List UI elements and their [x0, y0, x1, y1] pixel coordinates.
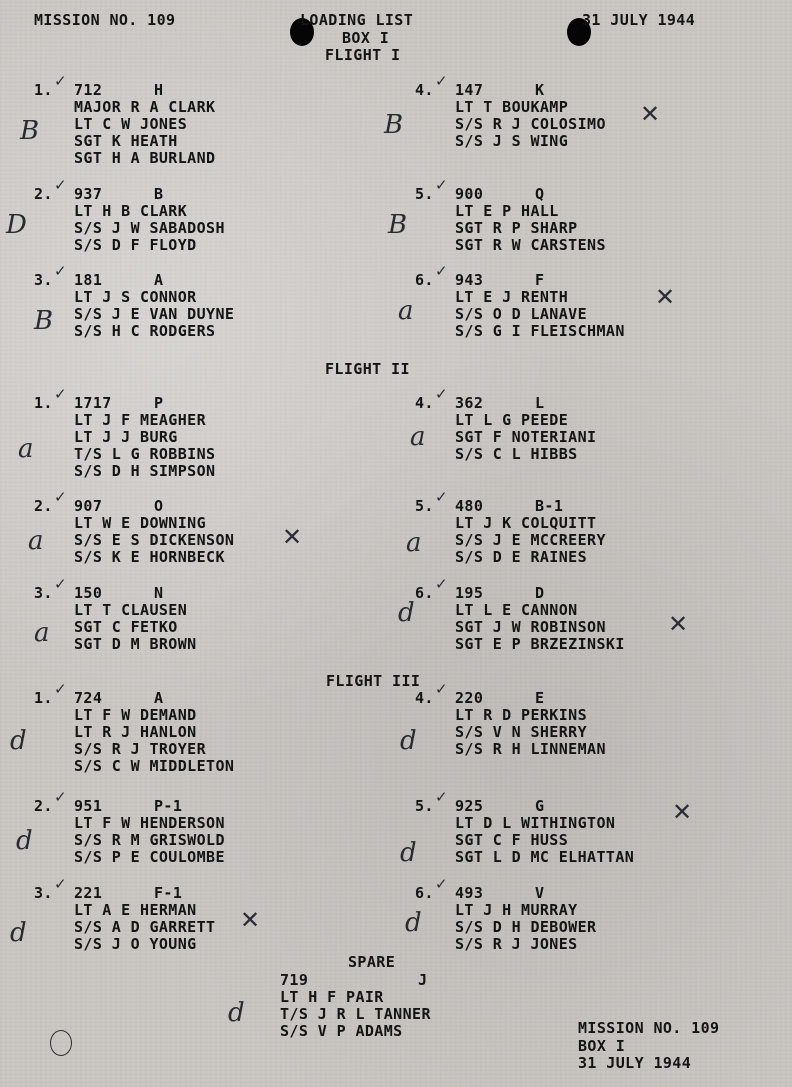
- entry-crew-member: LT J F MEAGHER: [74, 411, 207, 429]
- spare-ship-number: 719: [280, 971, 309, 989]
- handwritten-letter: B: [384, 110, 404, 140]
- entry-crew-member: LT D L WITHINGTON: [455, 814, 616, 832]
- entry-ship-number: 925: [455, 797, 484, 815]
- entry-crew-member: S/S V N SHERRY: [455, 723, 588, 741]
- handwritten-letter: d: [405, 908, 422, 938]
- entry-crew-member: LT W E DOWNING: [74, 514, 207, 532]
- entry-crew-member: SGT H A BURLAND: [74, 149, 216, 167]
- header-date: 31 JULY 1944: [582, 11, 696, 29]
- entry-crew-member: S/S R J TROYER: [74, 740, 207, 758]
- check-mark-icon: ✓: [54, 488, 67, 506]
- entry-crew-member: S/S R J COLOSIMO: [455, 115, 606, 133]
- spare-title: SPARE: [348, 953, 396, 971]
- check-mark-icon: ✓: [435, 875, 448, 893]
- entry-ship-letter: E: [535, 689, 545, 707]
- entry-crew-member: S/S J S WING: [455, 132, 569, 150]
- entry-crew-member: SGT F NOTERIANI: [455, 428, 597, 446]
- entry-crew-member: S/S K E HORNBECK: [74, 548, 225, 566]
- check-mark-icon: ✓: [54, 788, 67, 806]
- check-mark-icon: ✓: [54, 72, 67, 90]
- entry-ship-letter: A: [154, 271, 164, 289]
- check-mark-icon: ✓: [435, 176, 448, 194]
- spare-crew-2: T/S J R L TANNER: [280, 1005, 431, 1023]
- entry-crew-member: LT F W HENDERSON: [74, 814, 225, 832]
- entry-number: 3.: [34, 271, 53, 289]
- spare-crew-3: S/S V P ADAMS: [280, 1022, 403, 1040]
- entry-ship-number: 480: [455, 497, 484, 515]
- entry-crew-member: MAJOR R A CLARK: [74, 98, 216, 116]
- entry-crew-member: S/S J W SABADOSH: [74, 219, 225, 237]
- entry-ship-letter: B: [154, 185, 164, 203]
- entry-ship-number: 951: [74, 797, 103, 815]
- entry-crew-member: SGT K HEATH: [74, 132, 178, 150]
- footer-date: 31 JULY 1944: [578, 1054, 692, 1072]
- entry-crew-member: LT J K COLQUITT: [455, 514, 597, 532]
- cross-mark-icon: ✕: [668, 610, 689, 638]
- handwritten-letter: B: [34, 306, 54, 336]
- header-flight-one: FLIGHT I: [325, 46, 401, 64]
- entry-ship-letter: L: [535, 394, 545, 412]
- cross-mark-icon: ✕: [240, 906, 261, 934]
- entry-crew-member: LT J J BURG: [74, 428, 178, 446]
- entry-number: 1.: [34, 81, 53, 99]
- handwritten-letter: a: [34, 618, 50, 648]
- handwritten-letter: d: [398, 598, 415, 628]
- check-mark-icon: ✓: [435, 575, 448, 593]
- entry-crew-member: S/S O D LANAVE: [455, 305, 588, 323]
- footer-box: BOX I: [578, 1037, 626, 1055]
- spare-crew-1: LT H F PAIR: [280, 988, 384, 1006]
- entry-crew-member: S/S D E RAINES: [455, 548, 588, 566]
- entry-crew-member: SGT J W ROBINSON: [455, 618, 606, 636]
- entry-crew-member: LT C W JONES: [74, 115, 188, 133]
- check-mark-icon: ✓: [54, 575, 67, 593]
- entry-crew-member: LT J H MURRAY: [455, 901, 578, 919]
- entry-ship-letter: P-1: [154, 797, 183, 815]
- entry-ship-number: 493: [455, 884, 484, 902]
- entry-ship-letter: B-1: [535, 497, 564, 515]
- flight-three-title: FLIGHT III: [326, 672, 421, 690]
- entry-crew-member: LT H B CLARK: [74, 202, 188, 220]
- entry-crew-member: SGT R W CARSTENS: [455, 236, 606, 254]
- entry-crew-member: S/S G I FLEISCHMAN: [455, 322, 625, 340]
- flight-two-title: FLIGHT II: [325, 360, 410, 378]
- entry-crew-member: LT R J HANLON: [74, 723, 197, 741]
- handwritten-letter: B: [388, 210, 408, 240]
- spare-ship-letter: J: [418, 971, 428, 989]
- entry-ship-letter: O: [154, 497, 164, 515]
- entry-crew-member: LT E J RENTH: [455, 288, 569, 306]
- handwritten-letter: d: [10, 918, 27, 948]
- entry-crew-member: S/S P E COULOMBE: [74, 848, 225, 866]
- entry-number: 4.: [415, 81, 434, 99]
- entry-crew-member: T/S L G ROBBINS: [74, 445, 216, 463]
- entry-crew-member: S/S D H SIMPSON: [74, 462, 216, 480]
- entry-crew-member: S/S J O YOUNG: [74, 935, 197, 953]
- entry-crew-member: SGT C FETKO: [74, 618, 178, 636]
- check-mark-icon: ✓: [54, 680, 67, 698]
- entry-number: 5.: [415, 185, 434, 203]
- entry-number: 3.: [34, 584, 53, 602]
- entry-ship-number: 147: [455, 81, 484, 99]
- entry-ship-number: 724: [74, 689, 103, 707]
- check-mark-icon: ✓: [435, 72, 448, 90]
- entry-ship-number: 712: [74, 81, 103, 99]
- handwritten-letter: a: [406, 528, 422, 558]
- handwritten-letter: a: [28, 526, 44, 556]
- entry-number: 2.: [34, 497, 53, 515]
- entry-crew-member: LT A E HERMAN: [74, 901, 197, 919]
- entry-crew-member: SGT R P SHARP: [455, 219, 578, 237]
- entry-crew-member: S/S R J JONES: [455, 935, 578, 953]
- entry-crew-member: S/S D F FLOYD: [74, 236, 197, 254]
- entry-crew-member: S/S R H LINNEMAN: [455, 740, 606, 758]
- entry-ship-letter: D: [535, 584, 545, 602]
- header-box: BOX I: [342, 29, 390, 47]
- handwritten-letter: d: [228, 998, 245, 1028]
- handwritten-letter: d: [16, 826, 33, 856]
- handwritten-letter: d: [400, 838, 417, 868]
- entry-number: 2.: [34, 797, 53, 815]
- check-mark-icon: ✓: [435, 788, 448, 806]
- entry-ship-number: 181: [74, 271, 103, 289]
- entry-crew-member: LT L E CANNON: [455, 601, 578, 619]
- entry-crew-member: S/S A D GARRETT: [74, 918, 216, 936]
- entry-number: 5.: [415, 797, 434, 815]
- entry-number: 3.: [34, 884, 53, 902]
- entry-crew-member: LT E P HALL: [455, 202, 559, 220]
- entry-ship-letter: K: [535, 81, 545, 99]
- entry-ship-number: 150: [74, 584, 103, 602]
- entry-number: 5.: [415, 497, 434, 515]
- entry-crew-member: S/S D H DEBOWER: [455, 918, 597, 936]
- entry-crew-member: SGT L D MC ELHATTAN: [455, 848, 635, 866]
- entry-crew-member: SGT E P BRZEZINSKI: [455, 635, 625, 653]
- entry-crew-member: S/S J E MCCREERY: [455, 531, 606, 549]
- entry-ship-letter: A: [154, 689, 164, 707]
- handwritten-letter: B: [20, 116, 40, 146]
- entry-crew-member: LT J S CONNOR: [74, 288, 197, 306]
- handwritten-letter: a: [18, 434, 34, 464]
- circled-mark-icon: [50, 1030, 72, 1056]
- entry-ship-number: 195: [455, 584, 484, 602]
- check-mark-icon: ✓: [435, 262, 448, 280]
- entry-ship-letter: Q: [535, 185, 545, 203]
- entry-number: 6.: [415, 884, 434, 902]
- cross-mark-icon: ✕: [282, 523, 303, 551]
- check-mark-icon: ✓: [54, 385, 67, 403]
- entry-crew-member: S/S J E VAN DUYNE: [74, 305, 235, 323]
- entry-crew-member: LT F W DEMAND: [74, 706, 197, 724]
- entry-ship-letter: F-1: [154, 884, 183, 902]
- check-mark-icon: ✓: [54, 875, 67, 893]
- check-mark-icon: ✓: [54, 176, 67, 194]
- footer-mission-number: MISSION NO. 109: [578, 1019, 720, 1037]
- entry-number: 1.: [34, 394, 53, 412]
- handwritten-letter: a: [398, 296, 414, 326]
- entry-number: 1.: [34, 689, 53, 707]
- header-mission-number: MISSION NO. 109: [34, 11, 176, 29]
- cross-mark-icon: ✕: [672, 798, 693, 826]
- header-loading-list: LOADING LIST: [300, 11, 414, 29]
- entry-ship-number: 907: [74, 497, 103, 515]
- entry-number: 4.: [415, 689, 434, 707]
- check-mark-icon: ✓: [54, 262, 67, 280]
- entry-crew-member: LT T BOUKAMP: [455, 98, 569, 116]
- entry-crew-member: LT R D PERKINS: [455, 706, 588, 724]
- handwritten-letter: a: [410, 422, 426, 452]
- entry-ship-letter: V: [535, 884, 545, 902]
- entry-crew-member: S/S R M GRISWOLD: [74, 831, 225, 849]
- entry-ship-letter: H: [154, 81, 164, 99]
- entry-crew-member: S/S C W MIDDLETON: [74, 757, 235, 775]
- entry-ship-number: 220: [455, 689, 484, 707]
- entry-number: 6.: [415, 271, 434, 289]
- entry-ship-number: 937: [74, 185, 103, 203]
- check-mark-icon: ✓: [435, 680, 448, 698]
- entry-ship-letter: N: [154, 584, 164, 602]
- entry-ship-number: 900: [455, 185, 484, 203]
- entry-crew-member: S/S C L HIBBS: [455, 445, 578, 463]
- entry-ship-letter: G: [535, 797, 545, 815]
- entry-number: 4.: [415, 394, 434, 412]
- entry-crew-member: LT T CLAUSEN: [74, 601, 188, 619]
- entry-ship-letter: P: [154, 394, 164, 412]
- handwritten-letter: d: [400, 726, 417, 756]
- entry-ship-number: 221: [74, 884, 103, 902]
- check-mark-icon: ✓: [435, 385, 448, 403]
- entry-ship-number: 362: [455, 394, 484, 412]
- cross-mark-icon: ✕: [655, 283, 676, 311]
- check-mark-icon: ✓: [435, 488, 448, 506]
- entry-ship-letter: F: [535, 271, 545, 289]
- entry-crew-member: SGT C F HUSS: [455, 831, 569, 849]
- entry-number: 2.: [34, 185, 53, 203]
- entry-ship-number: 943: [455, 271, 484, 289]
- entry-crew-member: S/S H C RODGERS: [74, 322, 216, 340]
- entry-number: 6.: [415, 584, 434, 602]
- entry-crew-member: S/S E S DICKENSON: [74, 531, 235, 549]
- cross-mark-icon: ✕: [640, 100, 661, 128]
- entry-ship-number: 1717: [74, 394, 112, 412]
- handwritten-letter: d: [10, 726, 27, 756]
- handwritten-letter: D: [6, 210, 27, 240]
- entry-crew-member: SGT D M BROWN: [74, 635, 197, 653]
- entry-crew-member: LT L G PEEDE: [455, 411, 569, 429]
